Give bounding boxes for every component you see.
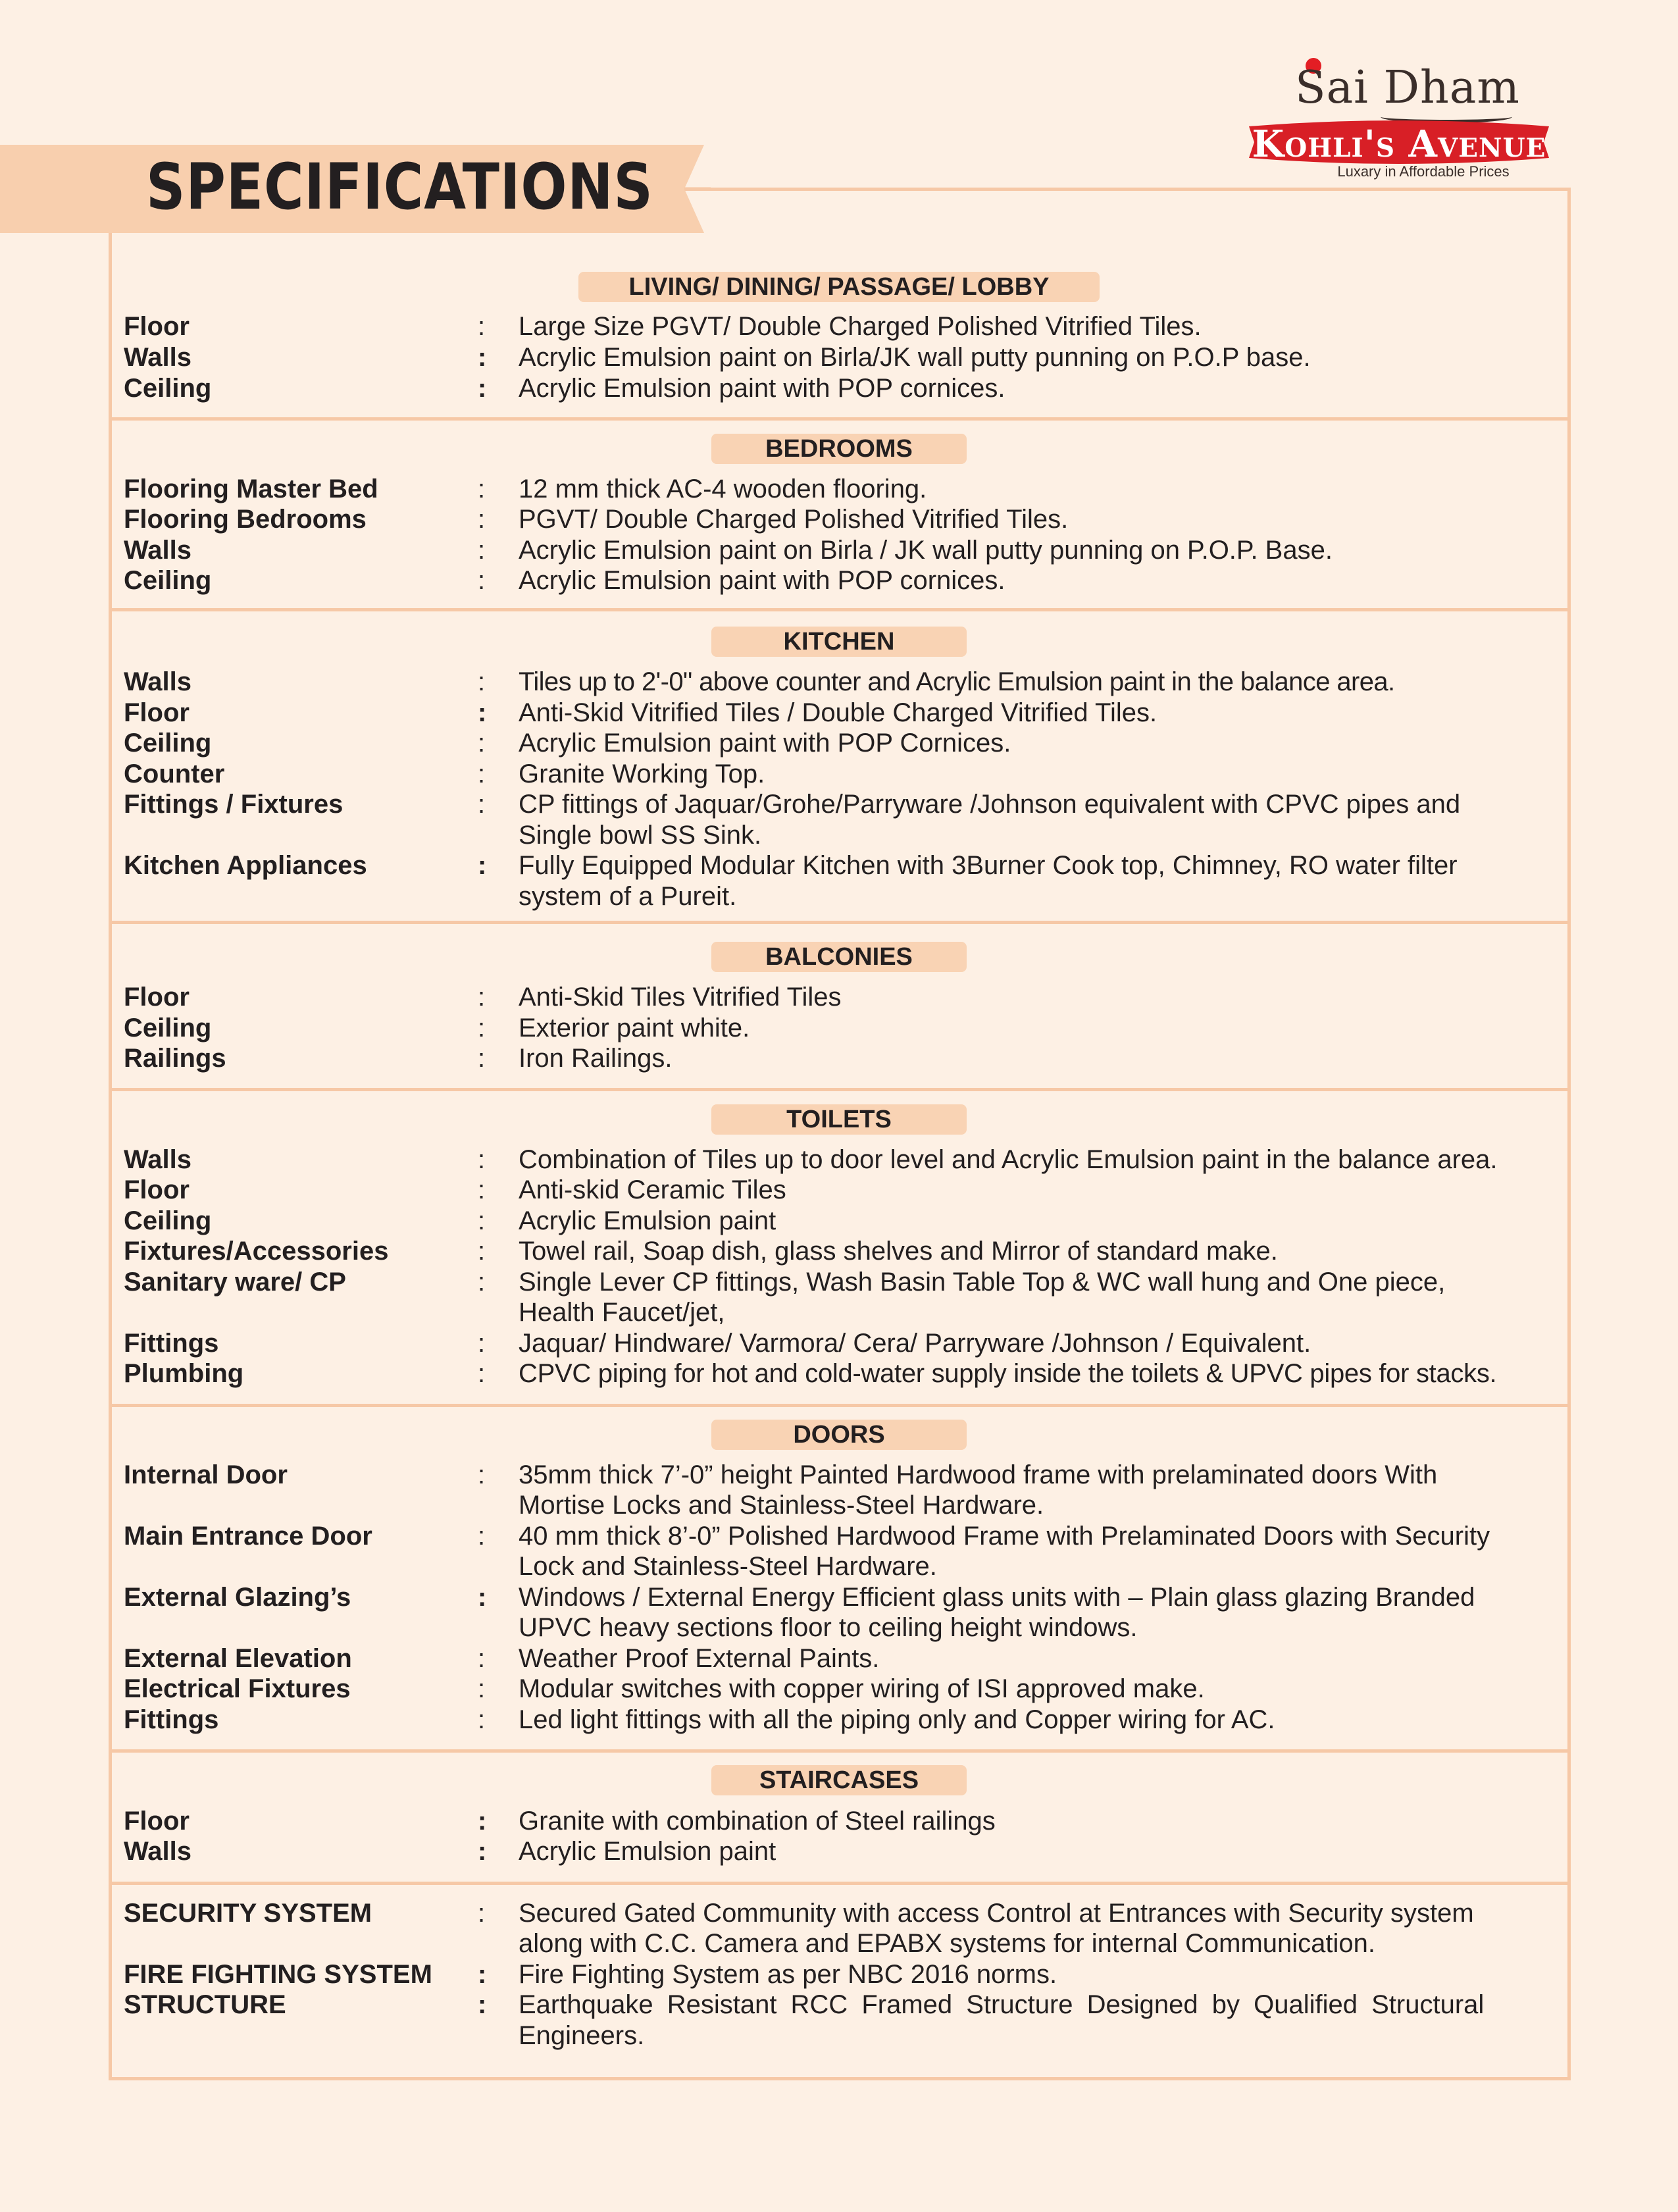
spec-value-continued: Health Faucet/jet, bbox=[519, 1298, 725, 1327]
section-divider bbox=[112, 1882, 1567, 1885]
spec-colon: : bbox=[478, 1990, 487, 2019]
spec-value: CPVC piping for hot and cold-water supply inside the toilets & UPVC pipes for stacks. bbox=[519, 1359, 1497, 1388]
spec-label: Ceiling bbox=[124, 729, 212, 758]
spec-value: Led light fittings with all the piping only and Copper wiring for AC. bbox=[519, 1705, 1275, 1734]
section-divider bbox=[112, 1088, 1567, 1091]
spec-colon: : bbox=[478, 983, 486, 1012]
spec-value: Jaquar/ Hindware/ Varmora/ Cera/ Parryware /Johnson / Equivalent. bbox=[519, 1329, 1311, 1358]
spec-colon: : bbox=[478, 1899, 486, 1928]
spec-label: Floor bbox=[124, 983, 190, 1012]
spec-colon: : bbox=[478, 1206, 486, 1235]
spec-colon: : bbox=[478, 1014, 486, 1042]
spec-label: Floor bbox=[124, 1175, 190, 1204]
spec-label: Fixtures/Accessories bbox=[124, 1237, 389, 1266]
spec-label: External Elevation bbox=[124, 1644, 352, 1673]
spec-colon: : bbox=[478, 1522, 486, 1551]
spec-colon: : bbox=[478, 374, 487, 403]
spec-value: Acrylic Emulsion paint with POP cornices. bbox=[519, 374, 1005, 403]
section-heading: TOILETS bbox=[711, 1104, 967, 1135]
spec-colon: : bbox=[478, 790, 486, 819]
spec-colon: : bbox=[478, 1145, 486, 1174]
section-divider bbox=[112, 1749, 1567, 1753]
spec-colon: : bbox=[478, 1644, 486, 1673]
spec-value: Weather Proof External Paints. bbox=[519, 1644, 880, 1673]
spec-value-continued: Mortise Locks and Stainless-Steel Hardware. bbox=[519, 1491, 1044, 1520]
spec-value: 35mm thick 7’-0” height Painted Hardwood frame with prelaminated doors With bbox=[519, 1460, 1438, 1489]
spec-colon: : bbox=[478, 1837, 487, 1866]
spec-colon: : bbox=[478, 1359, 486, 1388]
spec-value: PGVT/ Double Charged Polished Vitrified Tiles. bbox=[519, 505, 1069, 534]
spec-value: Exterior paint white. bbox=[519, 1014, 750, 1042]
section-heading: LIVING/ DINING/ PASSAGE/ LOBBY bbox=[578, 272, 1100, 302]
spec-colon: : bbox=[478, 667, 486, 696]
spec-colon: : bbox=[478, 475, 486, 503]
spec-label: Ceiling bbox=[124, 566, 212, 595]
spec-value: Anti-skid Ceramic Tiles bbox=[519, 1175, 786, 1204]
spec-label: Sanitary ware/ CP bbox=[124, 1268, 346, 1297]
spec-colon: : bbox=[478, 1583, 487, 1612]
section-divider bbox=[112, 417, 1567, 421]
spec-value: Towel rail, Soap dish, glass shelves and Mirror of standard make. bbox=[519, 1237, 1278, 1266]
spec-value: Modular switches with copper wiring of ISI approved make. bbox=[519, 1674, 1205, 1703]
spec-colon: : bbox=[478, 698, 487, 727]
spec-value: Secured Gated Community with access Control at Entrances with Security system bbox=[519, 1899, 1474, 1928]
spec-value-continued: Single bowl SS Sink. bbox=[519, 821, 762, 850]
spec-value: Acrylic Emulsion paint with POP Cornices. bbox=[519, 729, 1011, 758]
spec-colon: : bbox=[478, 1329, 486, 1358]
spec-label: Fittings bbox=[124, 1329, 219, 1358]
spec-value-continued: system of a Pureit. bbox=[519, 882, 737, 911]
spec-label: Kitchen Appliances bbox=[124, 851, 367, 880]
spec-label: Floor bbox=[124, 698, 190, 727]
spec-label: Ceiling bbox=[124, 1206, 212, 1235]
spec-value: Acrylic Emulsion paint bbox=[519, 1206, 776, 1235]
spec-label: Fittings bbox=[124, 1705, 219, 1734]
spec-colon: : bbox=[478, 1237, 486, 1266]
spec-label: Railings bbox=[124, 1044, 226, 1073]
spec-colon: : bbox=[478, 1807, 487, 1836]
spec-colon: : bbox=[478, 729, 486, 758]
spec-colon: : bbox=[478, 1175, 486, 1204]
spec-value-continued: Lock and Stainless-Steel Hardware. bbox=[519, 1552, 937, 1581]
spec-value-continued: Engineers. bbox=[519, 2021, 645, 2050]
spec-colon: : bbox=[478, 566, 486, 595]
spec-value: Acrylic Emulsion paint on Birla/JK wall putty punning on P.O.P base. bbox=[519, 343, 1311, 372]
spec-label: Flooring Bedrooms bbox=[124, 505, 367, 534]
spec-label: Main Entrance Door bbox=[124, 1522, 372, 1551]
spec-label: Fittings / Fixtures bbox=[124, 790, 343, 819]
spec-label: Internal Door bbox=[124, 1460, 288, 1489]
spec-value: 40 mm thick 8’-0” Polished Hardwood Frame with Prelaminated Doors with Security bbox=[519, 1522, 1490, 1551]
spec-label: Electrical Fixtures bbox=[124, 1674, 351, 1703]
spec-label: Ceiling bbox=[124, 374, 212, 403]
spec-colon: : bbox=[478, 312, 486, 341]
spec-value: Acrylic Emulsion paint bbox=[519, 1837, 776, 1866]
spec-label: Walls bbox=[124, 1145, 191, 1174]
section-heading: STAIRCASES bbox=[711, 1765, 967, 1795]
page-title: SPECIFICATIONS bbox=[146, 150, 653, 224]
spec-colon: : bbox=[478, 1705, 486, 1734]
spec-value: Granite with combination of Steel railings bbox=[519, 1807, 996, 1836]
section-divider bbox=[112, 921, 1567, 924]
spec-label: External Glazing’s bbox=[124, 1583, 351, 1612]
section-divider bbox=[112, 608, 1567, 611]
spec-value: Earthquake Resistant RCC Framed Structure Designed by Qualified Structural bbox=[519, 1990, 1485, 2019]
section-heading: DOORS bbox=[711, 1420, 967, 1450]
spec-colon: : bbox=[478, 851, 487, 880]
spec-value: Single Lever CP fittings, Wash Basin Table Top & WC wall hung and One piece, bbox=[519, 1268, 1446, 1297]
spec-colon: : bbox=[478, 536, 486, 565]
spec-value: Anti-Skid Vitrified Tiles / Double Charged Vitrified Tiles. bbox=[519, 698, 1157, 727]
spec-value: Fire Fighting System as per NBC 2016 norms. bbox=[519, 1960, 1057, 1989]
spec-label: Walls bbox=[124, 1837, 191, 1866]
spec-colon: : bbox=[478, 1460, 486, 1489]
spec-value: 12 mm thick AC-4 wooden flooring. bbox=[519, 475, 927, 503]
section-heading: BEDROOMS bbox=[711, 434, 967, 464]
spec-colon: : bbox=[478, 505, 486, 534]
section-heading: KITCHEN bbox=[711, 627, 967, 657]
spec-label: Floor bbox=[124, 1807, 190, 1836]
spec-colon: : bbox=[478, 1268, 486, 1297]
spec-value: Tiles up to 2'-0" above counter and Acrylic Emulsion paint in the balance area. bbox=[519, 667, 1395, 696]
spec-label: Walls bbox=[124, 536, 191, 565]
spec-label: Counter bbox=[124, 759, 225, 788]
spec-label: Floor bbox=[124, 312, 190, 341]
spec-label: FIRE FIGHTING SYSTEM bbox=[124, 1960, 432, 1989]
section-heading: BALCONIES bbox=[711, 942, 967, 972]
spec-value: Granite Working Top. bbox=[519, 759, 765, 788]
spec-value: Acrylic Emulsion paint with POP cornices. bbox=[519, 566, 1005, 595]
spec-value: CP fittings of Jaquar/Grohe/Parryware /Johnson equivalent with CPVC pipes and bbox=[519, 790, 1461, 819]
spec-value-continued: UPVC heavy sections floor to ceiling height windows. bbox=[519, 1613, 1138, 1642]
section-divider bbox=[112, 1404, 1567, 1407]
spec-colon: : bbox=[478, 1674, 486, 1703]
spec-value: Windows / External Energy Efficient glass units with – Plain glass glazing Branded bbox=[519, 1583, 1475, 1612]
spec-value: Iron Railings. bbox=[519, 1044, 673, 1073]
spec-colon: : bbox=[478, 1044, 486, 1073]
spec-label: Walls bbox=[124, 667, 191, 696]
logo-brand-banner: Kohli's Avenue bbox=[1252, 122, 1546, 166]
spec-value: Fully Equipped Modular Kitchen with 3Burner Cook top, Chimney, RO water filter bbox=[519, 851, 1458, 880]
spec-value: Acrylic Emulsion paint on Birla / JK wall putty punning on P.O.P. Base. bbox=[519, 536, 1333, 565]
spec-colon: : bbox=[478, 759, 486, 788]
spec-colon: : bbox=[478, 1960, 487, 1989]
spec-value: Combination of Tiles up to door level and Acrylic Emulsion paint in the balance area. bbox=[519, 1145, 1498, 1174]
logo-tagline: Luxary in Affordable Prices bbox=[1337, 163, 1510, 180]
spec-label: Flooring Master Bed bbox=[124, 475, 378, 503]
spec-label: STRUCTURE bbox=[124, 1990, 286, 2019]
spec-value: Large Size PGVT/ Double Charged Polished Vitrified Tiles. bbox=[519, 312, 1202, 341]
spec-value: Anti-Skid Tiles Vitrified Tiles bbox=[519, 983, 842, 1012]
spec-label: SECURITY SYSTEM bbox=[124, 1899, 372, 1928]
spec-label: Plumbing bbox=[124, 1359, 244, 1388]
spec-label: Ceiling bbox=[124, 1014, 212, 1042]
spec-colon: : bbox=[478, 343, 487, 372]
spec-label: Walls bbox=[124, 343, 191, 372]
spec-value-continued: along with C.C. Camera and EPABX systems for internal Communication. bbox=[519, 1929, 1376, 1958]
logo-brand-top: Sai Dham bbox=[1295, 62, 1520, 114]
brand-logo bbox=[1249, 57, 1552, 182]
